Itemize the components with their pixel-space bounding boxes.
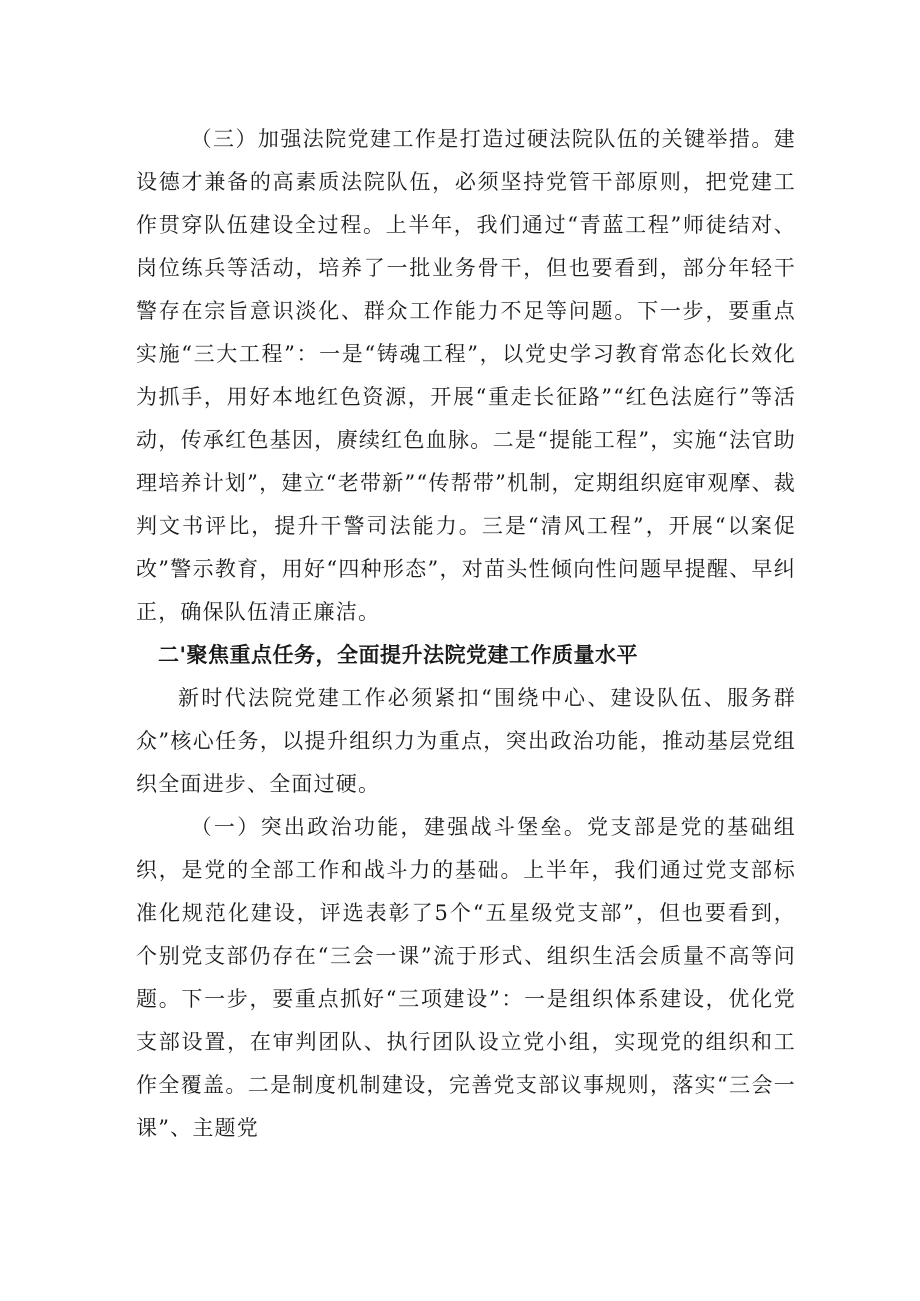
document-page — [136, 118, 796, 1150]
paragraph-political-function: （一）突出政治功能，建强战斗堡垒。党支部是党的基础组织，是党的全部工作和战斗力的基础。上半年，我们通过党支部标准化规范化建设，评选表彰了5个“五星级党支部”，但也要看到，个别党支部仍存在“三会一课”流于形式、组织生活会质量不高等问题。下一步，要重点抓好“三项建设”：一是组织体系建设，优化党支部设置，在审判团队、执行团队设立党小组，实现党的组织和工作全覆盖。二是制度机制建设，完善党支部议事规则，落实“三会一课”、主题党 — [136, 815, 796, 1140]
section-heading-two: 二'聚焦重点任务，全面提升法院党建工作质量水平 — [158, 643, 638, 667]
paragraph-party-building-team: （三）加强法院党建工作是打造过硬法院队伍的关键举措。建设德才兼备的高素质法院队伍，必须坚持党管干部原则，把党建工作贯穿队伍建设全过程。上半年，我们通过“青蓝工程”师徒结对、岗位练兵等活动，培养了一批业务骨干，但也要看到，部分年轻干警存在宗旨意识淡化、群众工作能力不足等问题。下一步，要重点实施“三大工程”：一是“铸魂工程”，以党史学习教育常态化长效化为抓手，用好本地红色资源，开展“重走长征路”“红色法庭行”等活动，传承红色基因，赓续红色血脉。二是“提能工程”，实施“法官助理培养计划”，建立“老带新”“传帮带”机制，定期组织庭审观摩、裁判文书评比，提升干警司法能力。三是“清风工程”，开展“以案促改”警示教育，用好“四种形态”，对苗头性倾向性问题早提醒、早纠正，确保队伍清正廉洁。 — [136, 127, 796, 624]
paragraph-core-tasks: 新时代法院党建工作必须紧扣“围绕中心、建设队伍、服务群众”核心任务，以提升组织力为重点，突出政治功能，推动基层党组织全面进步、全面过硬。 — [136, 686, 796, 796]
